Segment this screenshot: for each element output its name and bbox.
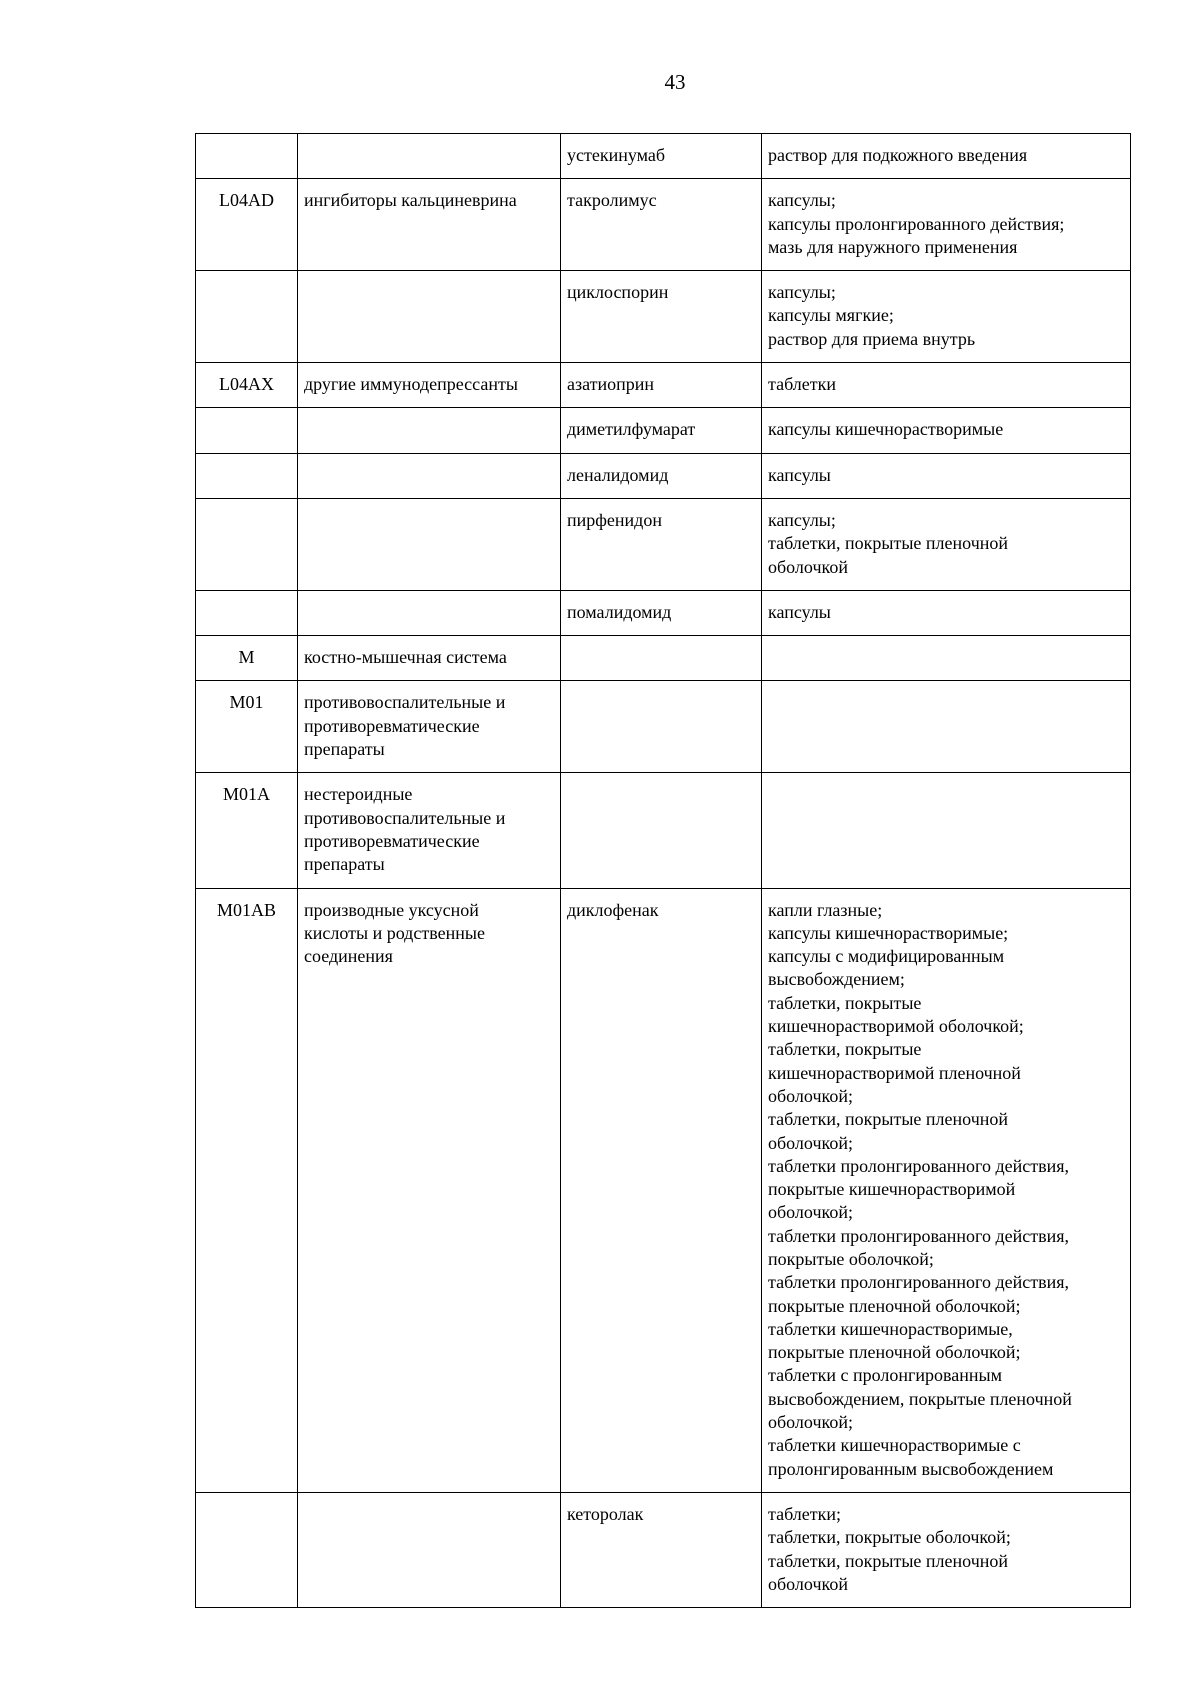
- substance-line: диклофенак: [567, 899, 659, 920]
- dosage-form-line: раствор для приема внутрь: [768, 328, 976, 349]
- atc-code-cell: [196, 271, 298, 363]
- table-row: [196, 134, 1131, 179]
- table-row: [196, 681, 1131, 773]
- atc-code-cell: [196, 590, 298, 635]
- table-row: [196, 363, 1131, 408]
- anatomical-group-cell: [298, 271, 561, 363]
- dosage-form-line: оболочкой: [768, 556, 848, 577]
- dosage-forms-cell: [762, 888, 1131, 1492]
- dosage-form-line: капсулы;: [768, 190, 836, 211]
- dosage-forms-cell: [762, 590, 1131, 635]
- dosage-form-line: таблетки, покрытые: [768, 992, 922, 1013]
- substance-line: циклоспорин: [567, 282, 669, 303]
- substance-line: помалидомид: [567, 601, 672, 622]
- dosage-form-line: оболочкой;: [768, 1132, 853, 1153]
- group-line: препараты: [304, 854, 385, 875]
- atc-code-cell: [196, 408, 298, 453]
- atc-code-cell: M01A: [196, 773, 298, 888]
- dosage-form-line: таблетки: [768, 374, 837, 395]
- substance-cell: [561, 1492, 762, 1607]
- group-line: производные уксусной: [304, 899, 479, 920]
- dosage-form-line: таблетки кишечнорастворимые,: [768, 1318, 1013, 1339]
- group-line: противоревматические: [304, 830, 480, 851]
- anatomical-group-cell: [298, 498, 561, 590]
- dosage-form-line: капсулы мягкие;: [768, 305, 894, 326]
- dosage-form-line: таблетки;: [768, 1503, 842, 1524]
- atc-code-cell: [196, 134, 298, 179]
- dosage-form-line: оболочкой;: [768, 1085, 853, 1106]
- dosage-form-line: капсулы: [768, 601, 831, 622]
- table-row: [196, 1492, 1131, 1607]
- dosage-forms-cell: [762, 179, 1131, 271]
- dosage-form-line: оболочкой: [768, 1573, 848, 1594]
- substance-line: кеторолак: [567, 1503, 644, 1524]
- dosage-form-line: покрытые оболочкой;: [768, 1248, 934, 1269]
- group-line: ингибиторы кальциневрина: [304, 190, 517, 211]
- substance-line: такролимус: [567, 190, 657, 211]
- dosage-forms-cell: [762, 134, 1131, 179]
- dosage-form-line: таблетки пролонгированного действия,: [768, 1155, 1070, 1176]
- dosage-forms-cell: [762, 363, 1131, 408]
- atc-code-cell: M01AB: [196, 888, 298, 1492]
- substance-cell: [561, 363, 762, 408]
- anatomical-group-cell: [298, 408, 561, 453]
- substance-cell: [561, 408, 762, 453]
- substance-line: пирфенидон: [567, 509, 662, 530]
- substance-line: леналидомид: [567, 464, 669, 485]
- group-line: другие иммунодепрессанты: [304, 374, 518, 395]
- dosage-form-line: покрытые пленочной оболочкой;: [768, 1295, 1021, 1316]
- substance-cell: [561, 179, 762, 271]
- dosage-form-line: капсулы кишечнорастворимые;: [768, 922, 1009, 943]
- anatomical-group-cell: [298, 773, 561, 888]
- table-row: [196, 773, 1131, 888]
- dosage-form-line: таблетки кишечнорастворимые с: [768, 1435, 1021, 1456]
- group-line: костно-мышечная система: [304, 647, 507, 668]
- anatomical-group-cell: [298, 363, 561, 408]
- table-row: [196, 179, 1131, 271]
- dosage-form-line: высвобождением;: [768, 969, 905, 990]
- dosage-forms-cell: [762, 453, 1131, 498]
- anatomical-group-cell: [298, 681, 561, 773]
- dosage-form-line: оболочкой;: [768, 1412, 853, 1433]
- atc-code-cell: M: [196, 636, 298, 681]
- substance-cell: [561, 773, 762, 888]
- dosage-form-line: таблетки, покрытые оболочкой;: [768, 1527, 1011, 1548]
- dosage-form-line: раствор для подкожного введения: [768, 145, 1028, 165]
- medicines-table: [195, 133, 1131, 1608]
- dosage-form-line: капсулы: [768, 464, 831, 485]
- substance-cell: [561, 271, 762, 363]
- dosage-form-line: мазь для наружного применения: [768, 236, 1018, 257]
- atc-code-cell: L04AD: [196, 179, 298, 271]
- dosage-form-line: таблетки, покрытые: [768, 1039, 922, 1060]
- group-line: соединения: [304, 946, 393, 967]
- dosage-form-line: таблетки, покрытые пленочной: [768, 533, 1009, 554]
- dosage-form-line: таблетки, покрытые пленочной: [768, 1109, 1009, 1130]
- table-row: [196, 271, 1131, 363]
- dosage-forms-cell: [762, 498, 1131, 590]
- dosage-forms-cell: [762, 773, 1131, 888]
- dosage-form-line: капсулы;: [768, 509, 836, 530]
- anatomical-group-cell: [298, 636, 561, 681]
- dosage-form-line: капсулы;: [768, 282, 836, 303]
- dosage-forms-cell: [762, 636, 1131, 681]
- dosage-form-line: оболочкой;: [768, 1202, 853, 1223]
- atc-code-cell: [196, 498, 298, 590]
- dosage-form-line: капсулы пролонгированного действия;: [768, 213, 1065, 234]
- dosage-forms-cell: [762, 271, 1131, 363]
- table-body: [196, 134, 1131, 1608]
- dosage-form-line: кишечнорастворимой оболочкой;: [768, 1016, 1024, 1037]
- substance-cell: [561, 498, 762, 590]
- table-row: [196, 888, 1131, 1492]
- dosage-forms-cell: [762, 681, 1131, 773]
- anatomical-group-cell: [298, 888, 561, 1492]
- anatomical-group-cell: [298, 179, 561, 271]
- substance-line: диметилфумарат: [567, 419, 696, 440]
- substance-line: азатиоприн: [567, 374, 655, 395]
- anatomical-group-cell: [298, 1492, 561, 1607]
- group-line: противовоспалительные и: [304, 807, 506, 828]
- atc-code-cell: M01: [196, 681, 298, 773]
- dosage-form-line: таблетки, покрытые пленочной: [768, 1550, 1009, 1571]
- atc-code-cell: [196, 453, 298, 498]
- dosage-form-line: таблетки пролонгированного действия,: [768, 1225, 1070, 1246]
- group-line: противоревматические: [304, 715, 480, 736]
- table-row: [196, 636, 1131, 681]
- dosage-form-line: покрытые кишечнорастворимой: [768, 1179, 1016, 1200]
- substance-cell: [561, 453, 762, 498]
- dosage-form-line: капли глазные;: [768, 899, 883, 920]
- anatomical-group-cell: [298, 453, 561, 498]
- substance-cell: [561, 134, 762, 179]
- page-number: 43: [664, 70, 686, 94]
- dosage-form-line: таблетки пролонгированного действия,: [768, 1272, 1070, 1293]
- table-row: [196, 453, 1131, 498]
- substance-cell: [561, 681, 762, 773]
- substance-cell: [561, 590, 762, 635]
- substance-cell: [561, 888, 762, 1492]
- atc-code-cell: L04AX: [196, 363, 298, 408]
- dosage-form-line: таблетки с пролонгированным: [768, 1365, 1003, 1386]
- substance-line: устекинумаб: [567, 145, 666, 165]
- table-row: [196, 590, 1131, 635]
- group-line: препараты: [304, 739, 385, 760]
- dosage-forms-cell: [762, 408, 1131, 453]
- atc-code-cell: [196, 1492, 298, 1607]
- dosage-forms-cell: [762, 1492, 1131, 1607]
- anatomical-group-cell: [298, 134, 561, 179]
- substance-cell: [561, 636, 762, 681]
- group-line: нестероидные: [304, 784, 413, 805]
- anatomical-group-cell: [298, 590, 561, 635]
- dosage-form-line: высвобождением, покрытые пленочной: [768, 1388, 1072, 1409]
- dosage-form-line: пролонгированным высвобождением: [768, 1458, 1054, 1479]
- table-row: [196, 498, 1131, 590]
- table-row: [196, 408, 1131, 453]
- dosage-form-line: покрытые пленочной оболочкой;: [768, 1342, 1021, 1363]
- dosage-form-line: капсулы кишечнорастворимые: [768, 419, 1004, 440]
- group-line: кислоты и родственные: [304, 922, 485, 943]
- group-line: противовоспалительные и: [304, 692, 506, 713]
- dosage-form-line: капсулы с модифицированным: [768, 946, 1005, 967]
- dosage-form-line: кишечнорастворимой пленочной: [768, 1062, 1021, 1083]
